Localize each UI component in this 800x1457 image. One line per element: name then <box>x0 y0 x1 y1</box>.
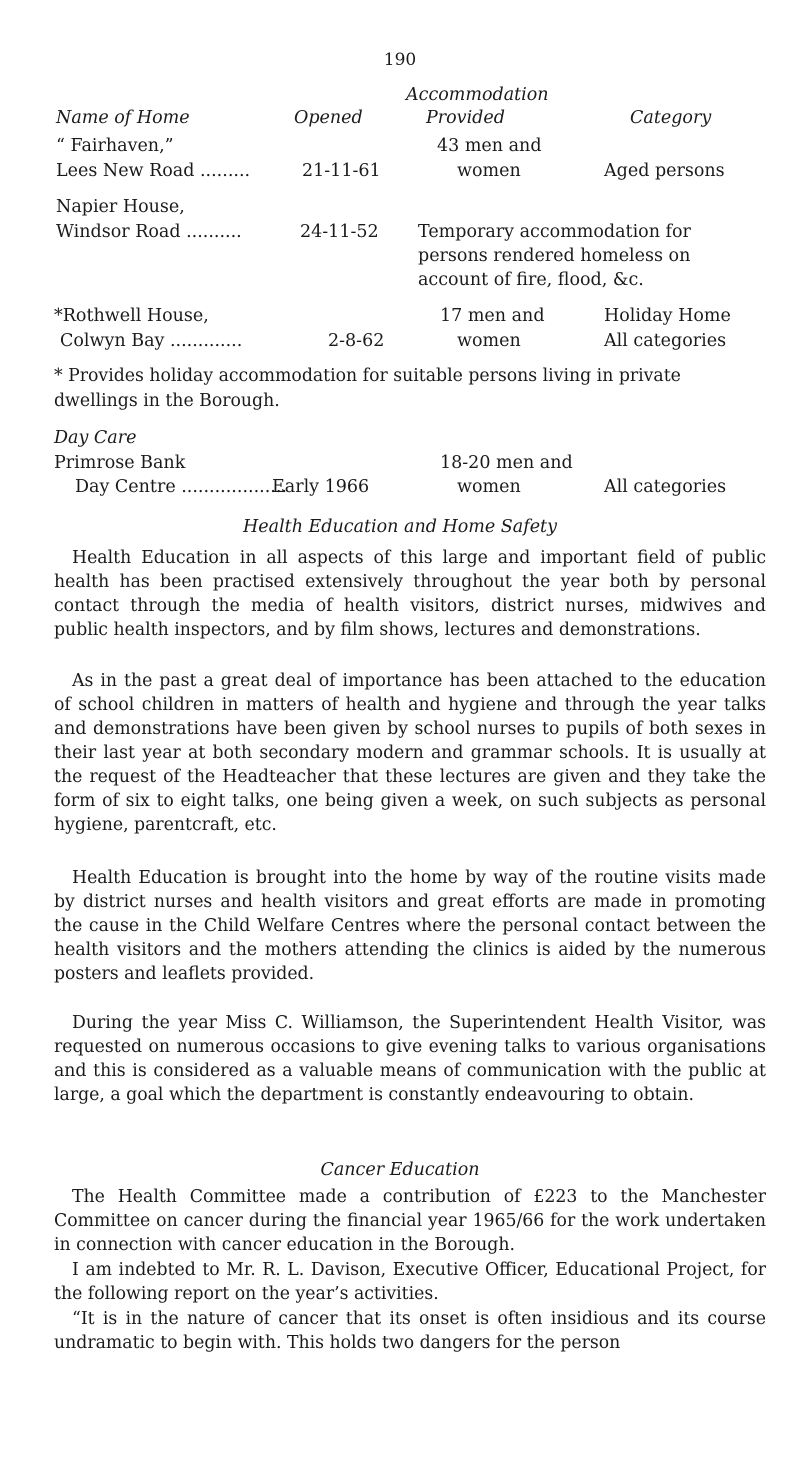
cancer-education-title: Cancer Education <box>320 1160 480 1180</box>
row-fairhaven-category: Aged persons <box>604 161 725 181</box>
cancer-education-paragraph-2: I am indebted to Mr. R. L. Davison, Executive Officer, Educational Project, for the following report on the year’s activities. <box>54 1260 766 1304</box>
day-care-provided-line1: 18-20 men and <box>440 453 573 473</box>
health-education-paragraph-4: During the year Miss C. Williamson, the Superintendent Health Visitor, was requested on numerous occasions to give evening talks to various organisations and this is considered as a valuable means of communication with the public at large, a goal which the department is constantly endeavouring to obtain. <box>54 1013 766 1105</box>
row-fairhaven-name-line2: Lees New Road ......... <box>56 161 251 181</box>
day-care-name-line1: Primrose Bank <box>54 453 186 473</box>
row-rothwell-name-line2: Colwyn Bay ............. <box>60 331 243 351</box>
health-education-title: Health Education and Home Safety <box>243 517 557 537</box>
header-category: Category <box>630 108 712 128</box>
row-rothwell-category-line2: All categories <box>604 331 727 351</box>
row-napier-note-line1: Temporary accommodation for <box>418 222 691 242</box>
row-rothwell-name-line1: *Rothwell House, <box>54 306 209 326</box>
row-fairhaven-provided-line1: 43 men and <box>437 136 542 156</box>
row-napier-name-line1: Napier House, <box>56 197 185 217</box>
health-education-paragraph-1: Health Education in all aspects of this large and important field of public health has been practised extensively throughout the year both by personal contact through the media of health visitors, district nurses, midwives and public health inspectors, and by film shows, lectures and demonstrations. <box>54 548 766 640</box>
row-fairhaven-name-line1: “ Fairhaven,” <box>56 136 174 156</box>
header-accommodation: Accommodation <box>406 85 549 105</box>
day-care-name-line2: Day Centre ................... <box>75 477 287 497</box>
health-education-paragraph-2: As in the past a great deal of importance has been attached to the education of school children in matters of health and hygiene and through the year talks and demonstrations have been given by school nurses to pupils of both sexes in their last year at both secondary modern and grammar schools. It is usually at the request of the Headteacher that these lectures are given and they take the form of six to eight talks, one being given a week, on such subjects as personal hygiene, parentcraft, etc. <box>54 671 766 835</box>
footnote-line1: * Provides holiday accommodation for suitable persons living in private <box>54 366 681 386</box>
row-rothwell-opened: 2-8-62 <box>328 331 385 351</box>
page-number: 190 <box>383 50 417 70</box>
day-care-opened: Early 1966 <box>272 477 370 497</box>
row-fairhaven-provided-line2: women <box>457 161 521 181</box>
row-napier-name-line2: Windsor Road .......... <box>56 222 242 242</box>
row-napier-opened: 24-11-52 <box>300 222 379 242</box>
health-education-paragraph-3: Health Education is brought into the home by way of the routine visits made by district nurses and health visitors and great efforts are made in promoting the cause in the Child Welfare Centres where the personal contact between the health visitors and the mothers attending the clinics is aided by the numerous posters and leaflets provided. <box>54 868 766 984</box>
cancer-education-paragraph-3: “It is in the nature of cancer that its onset is often insidious and its course undramatic to begin with. This holds two dangers for the person <box>54 1309 766 1353</box>
row-napier-note-line3: account of fire, flood, &c. <box>418 270 644 290</box>
row-fairhaven-opened: 21-11-61 <box>302 161 381 181</box>
row-napier-note-line2: persons rendered homeless on <box>418 246 691 266</box>
row-rothwell-provided-line1: 17 men and <box>440 306 545 326</box>
header-name-of-home: Name of Home <box>56 108 190 128</box>
header-provided: Provided <box>426 108 505 128</box>
cancer-education-paragraph-1: The Health Committee made a contribution of £223 to the Manchester Committee on cancer during the financial year 1965/66 for the work undertaken in connection with cancer education in the Borough. <box>54 1187 766 1255</box>
footnote-line2: dwellings in the Borough. <box>54 391 280 411</box>
day-care-heading: Day Care <box>54 428 137 448</box>
day-care-provided-line2: women <box>457 477 521 497</box>
row-rothwell-provided-line2: women <box>457 331 521 351</box>
header-opened: Opened <box>294 108 363 128</box>
day-care-category: All categories <box>604 477 727 497</box>
row-rothwell-category-line1: Holiday Home <box>604 306 731 326</box>
